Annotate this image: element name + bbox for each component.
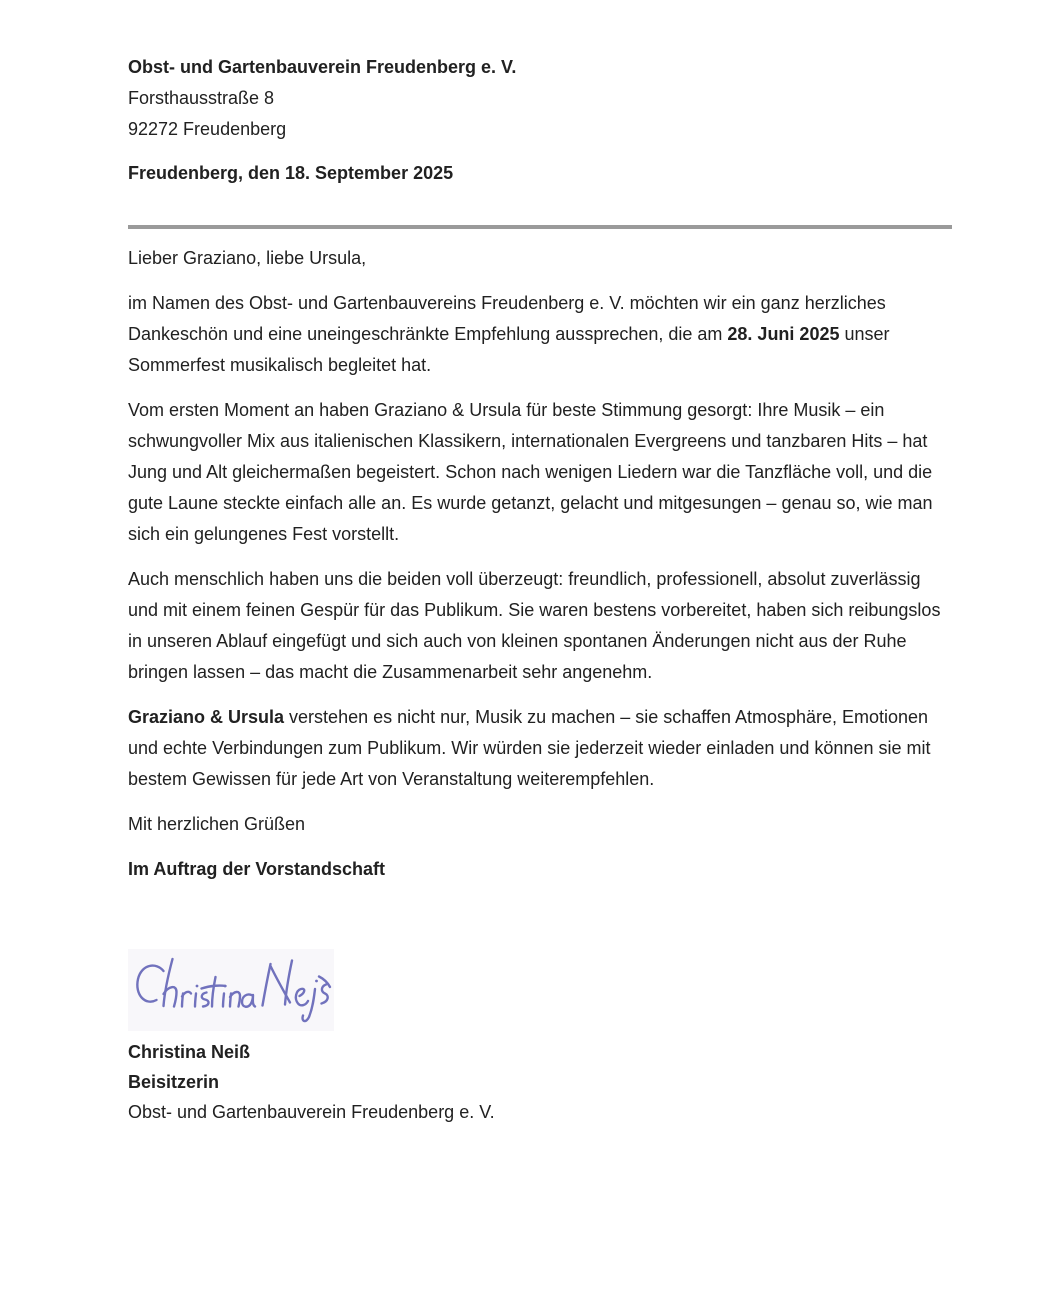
paragraph-performance: Vom ersten Moment an haben Graziano & Ursula für beste Stimmung gesorgt: Ihre Musik – ein schwungvoller Mix aus italienischen Klassikern, internationalen Evergreens und tanzbaren Hits – hat Jung und Alt gleichermaßen begeistert. Schon nach wenigen Liedern war die Tanzfläche voll, und die gute Laune steckte einfach alle an. Es wurde getanzt, gelacht und mitgesungen – genau so, wie man sich ein gelungenes Fest vorstellt.	[128, 400, 933, 544]
letter-content	[128, 52, 952, 1127]
signoff-line: Im Auftrag der Vorstandschaft	[128, 859, 386, 879]
paragraph-thanks	[128, 288, 952, 381]
recommendation-text-post: verstehen es nicht nur, Musik zu machen – sie schaffen Atmosphäre, Emotionen und echte Verbindungen zum Publikum. Wir würden sie jederzeit wieder einladen und können sie mit bestem Gewissen für jede Art von Veranstaltung weiterempfehlen.	[128, 707, 931, 789]
duo-name-bold: Graziano & Ursula	[128, 707, 285, 727]
signature-image	[128, 949, 334, 1031]
letterhead	[128, 52, 952, 189]
divider-rule	[128, 225, 952, 229]
org-name: Obst- und Gartenbauverein Freudenberg e. V.	[128, 57, 517, 77]
postal-city: 92272 Freudenberg	[128, 119, 287, 139]
signer-role: Beisitzerin	[128, 1072, 220, 1092]
date-line: Freudenberg, den 18. September 2025	[128, 163, 454, 183]
paragraph-character: Auch menschlich haben uns die beiden voll überzeugt: freundlich, professionell, absolut zuverlässig und mit einem feinen Gespür für das Publikum. Sie waren bestens vorbereitet, haben sich reibungslos in unseren Ablauf eingefügt und sich auch von kleinen spontanen Änderungen nicht aus der Ruhe bringen lassen – das macht die Zusammenarbeit sehr angenehm.	[128, 569, 941, 682]
handwritten-signature	[128, 949, 334, 1031]
thanks-text-pre: im Namen des Obst- und Gartenbauvereins Freudenberg e. V. möchten wir ein ganz herzliches Dankeschön und eine uneingeschränkte Empfehlung aussprechen, die am	[128, 293, 886, 344]
signer-name: Christina Neiß	[128, 1042, 251, 1062]
thanks-text-post: unser Sommerfest musikalisch begleitet hat.	[128, 324, 890, 375]
event-date-bold: 28. Juni 2025	[727, 324, 840, 344]
signer-org: Obst- und Gartenbauverein Freudenberg e. V.	[128, 1102, 495, 1122]
paragraph-recommendation	[128, 702, 952, 795]
greeting-line: Lieber Graziano, liebe Ursula,	[128, 248, 367, 268]
street-address: Forsthausstraße 8	[128, 88, 275, 108]
signer-block	[128, 1037, 952, 1127]
closing-line: Mit herzlichen Grüßen	[128, 814, 306, 834]
